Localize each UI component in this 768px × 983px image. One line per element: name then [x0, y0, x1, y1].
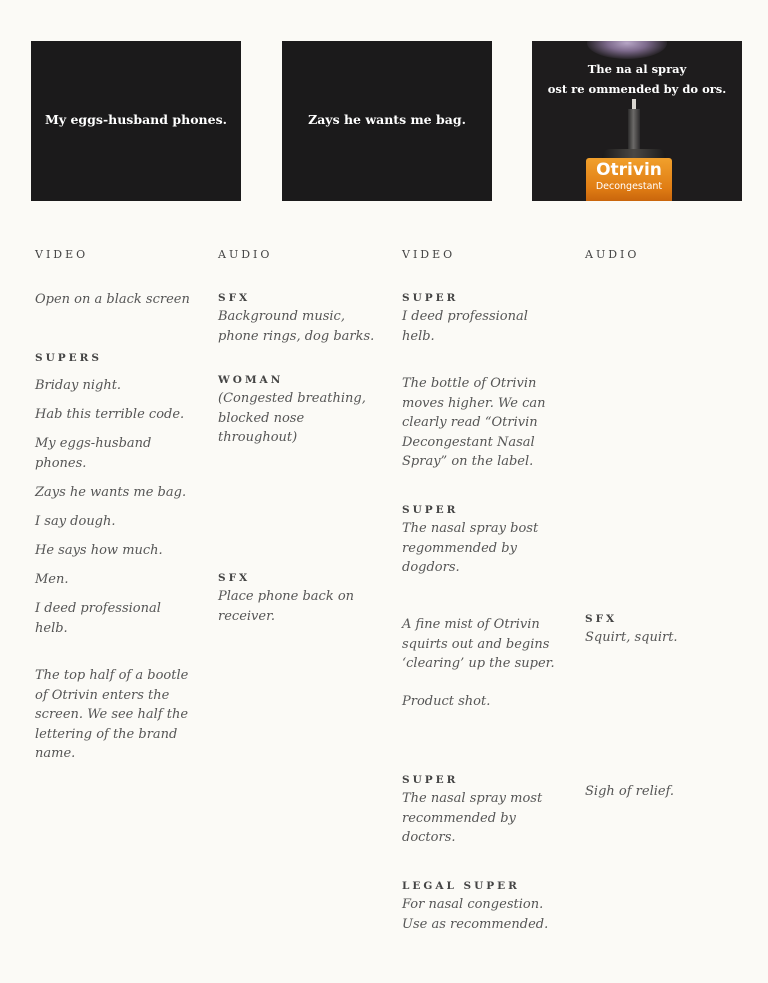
bottle-sub-text: Decongestant [595, 181, 663, 192]
product-shot-direction: Product shot. [402, 694, 491, 709]
bottle-direction: The top half of a bootle of Otrivin enters the screen. We see half the lettering of the brand name. [35, 668, 189, 761]
super-line: He says how much. [35, 543, 163, 558]
bottle-brand-text: Otrivin [596, 160, 662, 180]
column-heading: AUDIO [218, 248, 273, 261]
super-line: My eggs-husband phones. [35, 436, 152, 471]
frame-1-caption: My eggs-husband phones. [45, 112, 227, 127]
supers-label: SUPERS [35, 352, 102, 364]
super-text: I deed professional helb. [402, 309, 528, 344]
storyboard-frame-3 [532, 41, 742, 201]
mist-direction: A fine mist of Otrivin squirts out and begins ‘clearing’ up the super. [402, 617, 555, 671]
open-direction: Open on a black screen [35, 292, 190, 307]
frame-2-caption: Zays he wants me bag. [308, 112, 466, 127]
super-line: Briday night. [35, 378, 122, 393]
legal-super-label: LEGAL SUPER [402, 880, 520, 892]
woman-label: WOMAN [218, 374, 284, 386]
sigh-text: Sigh of relief. [585, 784, 675, 799]
frame-3-caption-line-1: The na al spray [587, 62, 687, 76]
column-heading: AUDIO [585, 248, 640, 261]
super-line: Hab this terrible code. [35, 407, 185, 422]
bottle-nozzle [628, 109, 640, 153]
legal-super-text: For nasal congestion. Use as recommended. [402, 897, 549, 932]
sfx-text: Background music, phone rings, dog barks. [218, 309, 375, 344]
super-line: I deed professional helb. [35, 601, 161, 636]
spray-mist [587, 41, 667, 59]
super-line: I say dough. [35, 514, 116, 529]
column-heading: VIDEO [402, 248, 456, 261]
super-line: Men. [35, 572, 69, 587]
super-line: Zays he wants me bag. [35, 485, 187, 500]
super-text: The nasal spray bost regommended by dogdors. [402, 521, 539, 575]
otrivin-bottle-label [586, 158, 672, 201]
sfx-label: SFX [218, 292, 251, 304]
column-heading: VIDEO [35, 248, 89, 261]
sfx-label: SFX [218, 572, 251, 584]
sfx-text: Squirt, squirt. [585, 630, 678, 645]
super-text: The nasal spray most recommended by doctors. [402, 791, 543, 845]
woman-text: (Congested breathing, blocked nose throughout) [218, 391, 366, 445]
sfx-text: Place phone back on receiver. [218, 589, 355, 624]
super-label: SUPER [402, 292, 459, 304]
super-label: SUPER [402, 774, 459, 786]
frame-3-caption-line-2: ost re ommended by do ors. [547, 82, 727, 96]
storyboard-frame-1 [31, 41, 241, 201]
super-label: SUPER [402, 504, 459, 516]
storyboard-frame-2 [282, 41, 492, 201]
bottle-higher-direction: The bottle of Otrivin moves higher. We can clearly read “Otrivin Decongestant Nasal Spray” on the label. [402, 376, 546, 469]
sfx-label: SFX [585, 613, 618, 625]
